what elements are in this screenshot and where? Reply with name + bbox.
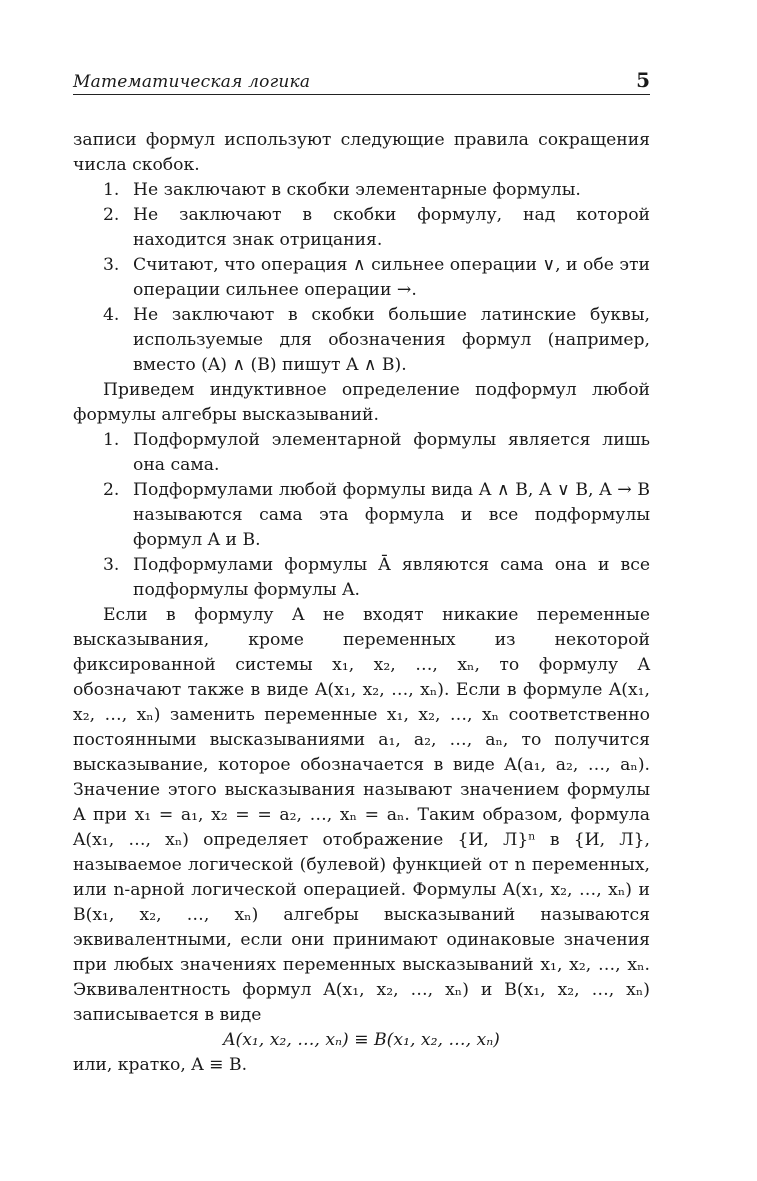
subformula-rules-list: [73, 428, 650, 603]
list-item: [73, 178, 650, 203]
list-item-text: Не заключают в скобки формулу, над которой находится знак отрицания.: [133, 205, 650, 250]
display-formula: A(x₁, x₂, …, xₙ) ≡ B(x₁, x₂, …, xₙ): [223, 1030, 500, 1050]
page-number: 5: [636, 68, 650, 92]
subformula-intro-paragraph: Приведем индуктивное определение подформул любой формулы алгебры высказываний.: [73, 380, 650, 425]
page-header: [73, 68, 650, 95]
list-item-number: 3.: [103, 255, 120, 275]
page-body: [73, 128, 650, 1078]
list-item: [73, 253, 650, 303]
list-item-number: 1.: [103, 180, 120, 200]
list-item-number: 2.: [103, 480, 120, 500]
list-item: [73, 428, 650, 478]
main-paragraph: Если в формулу A не входят никакие переменные высказывания, кроме переменных из некоторой фиксированной системы x₁, x₂, …, xₙ, то формулу A обозначают также в виде A(x₁, x₂, …, xₙ). Если в формуле A(x₁, x₂, …, xₙ) заменить переменные x₁, x₂, …, xₙ соответственно постоянными высказываниями a₁, a₂, …, aₙ, то получится высказывание, которое обозначается в виде A(a₁, a₂, …, aₙ). Значение этого высказывания называют значением формулы A при x₁ = a₁, x₂ = = a₂, …, xₙ = aₙ. Таким образом, формула A(x₁, …, xₙ) определяет отображение {И, Л}ⁿ в {И, Л}, называемое логической (булевой) функцией от n переменных, или n-арной логической операцией. Формулы A(x₁, x₂, …, xₙ) и B(x₁, x₂, …, xₙ) алгебры высказываний называются эквивалентными, если они принимают одинаковые значения при любых значениях переменных высказываний x₁, x₂, …, xₙ. Эквивалентность формул A(x₁, x₂, …, xₙ) и B(x₁, x₂, …, xₙ) записывается в виде: [73, 605, 650, 1025]
list-item-text: Не заключают в скобки элементарные формулы.: [133, 180, 581, 200]
intro-paragraph: записи формул используют следующие правила сокращения числа скобок.: [73, 130, 650, 175]
list-item: [73, 553, 650, 603]
list-item-number: 4.: [103, 305, 120, 325]
list-item: [73, 478, 650, 553]
list-item: [73, 203, 650, 253]
list-item-text: Не заключают в скобки большие латинские буквы, используемые для обозначения формул (например, вместо (A) ∧ (B) пишут A ∧ B).: [133, 305, 650, 375]
list-item-number: 3.: [103, 555, 120, 575]
list-item-text: Подформулой элементарной формулы является лишь она сама.: [133, 430, 650, 475]
closing-line: или, кратко, A ≡ B.: [73, 1055, 248, 1075]
running-title: Математическая логика: [73, 72, 311, 92]
list-item: [73, 303, 650, 378]
bracket-rules-list: [73, 178, 650, 378]
list-item-number: 1.: [103, 430, 120, 450]
list-item-text: Подформулами любой формулы вида A ∧ B, A ∨ B, A → B называются сама эта формула и все подформулы формул A и B.: [133, 480, 650, 550]
list-item-text: Считают, что операция ∧ сильнее операции ∨, и обе эти операции сильнее операции →.: [133, 255, 650, 300]
list-item-text: Подформулами формулы Ā являются сама она и все подформулы формулы A.: [133, 555, 650, 600]
list-item-number: 2.: [103, 205, 120, 225]
